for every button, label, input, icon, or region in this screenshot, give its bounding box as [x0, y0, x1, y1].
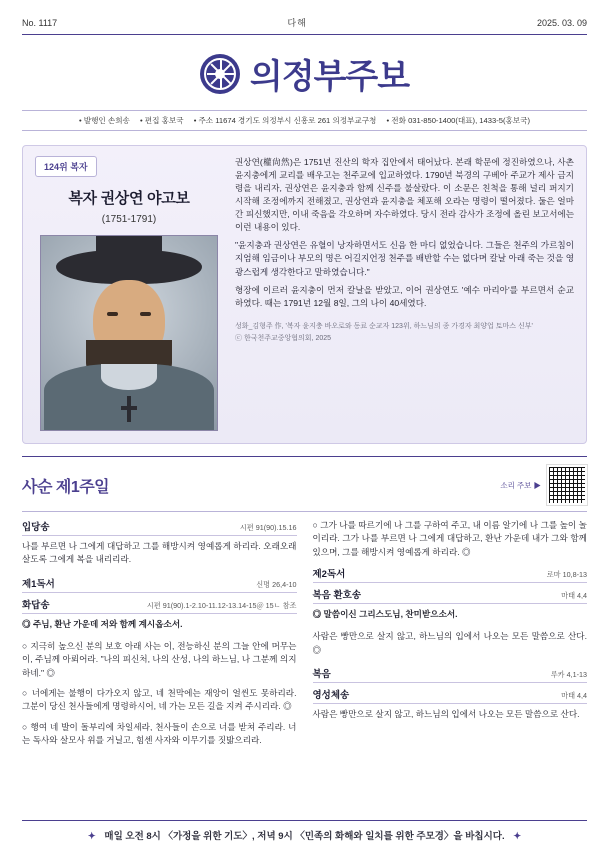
scripture-reference: 시편 91(90).15.16 [239, 523, 297, 532]
page-title: 의정부주보 [249, 57, 410, 97]
section-label: 제1독서 [22, 578, 55, 590]
feature-left-column [35, 156, 223, 431]
feature-source [235, 322, 574, 345]
page-footer [22, 820, 587, 842]
section-label-row [22, 597, 297, 614]
scripture-reference: 마태 4,4 [561, 590, 587, 600]
section-label: 화답송 [22, 599, 50, 611]
section-label-row [313, 587, 588, 604]
phone-info: • 전화 031-850-1400(대표), 1433-5(홍보국) [386, 116, 531, 125]
section-label: 복음 환호송 [312, 589, 362, 601]
martyr-name: 복자 권상연 야고보 [68, 190, 190, 207]
publication-info [22, 110, 587, 131]
copyright-notice: ⓒ 한국천주교중앙협의회, 2025 [235, 335, 332, 343]
section-label: 입당송 [22, 522, 50, 533]
section-label: 복음 [312, 668, 331, 680]
scripture-reference: 신명 26,4-10 [256, 579, 297, 589]
star-icon: ✦ [513, 831, 522, 842]
section-label-row [22, 519, 297, 536]
feature-quote: "윤지충과 권상연은 유혈이 낭자하면서도 신음 한 마디 없었습니다. 그들은 천주의 가르침이 지엄해 임금이나 부모의 명은 어길지언정 천주를 배반할 수는 없다며 칼날 아래 죽는 것을 영광스럽게 생각한다고 말하였습니다." [235, 240, 574, 277]
issue-number: No. 1117 [22, 17, 58, 28]
psalm-verse: ○ 그가 나를 따르기에 나 그를 구하여 주고, 내 이름 알기에 나 그를 높이 놀이리라. 그가 나를 부르면 나 그에게 대답하고, 환난 가운데 내가 그와 함께 있으며, 그를 해방시켜 영예롭게 하리라. ◎ [313, 519, 588, 559]
feature-paragraph: 권상연(權尙然)은 1751년 진산의 학자 집안에서 태어났다. 본래 학문에 정진하였으나, 사촌 윤지충에게 교리를 배우고는 천주교에 입교하였다. 1790년 북경의 구베아 주교가 제사 금지령을 내리자, 권상연은 윤지충과 함께 신주를 불살랐다. 이 소문은 친척을 통해 널리 퍼지기 시작해 조정에까지 전해졌고, 권상연과 윤지충을 체포해 오라는 명령이 떨어졌다. 둘은 얼마간 피신했지만, 이내 죽음을 각오하며 자수하였다. 당시 전라 감사가 조정에 올린 보고서에는 이런 내용이 있다. [235, 157, 574, 233]
audio-bulletin-link[interactable] [500, 465, 587, 505]
scripture-reference: 루카 4,1-13 [550, 669, 587, 679]
scripture-reference: 시편 91(90).1-2.10-11.12-13.14-15＠ 15ㄴ 참조 [146, 600, 297, 610]
qr-code-icon[interactable] [547, 465, 587, 505]
psalm-verse: ○ 너에게는 불행이 다가오지 않고, 네 천막에는 재앙이 얼씬도 못하리라. 그분이 당신 천사들에게 명령하시어, 네 가는 모든 길을 지켜 주시리라. ◎ [22, 687, 297, 714]
page-header [22, 16, 587, 35]
publication-date: 2025. 03. 09 [536, 17, 587, 28]
responsorial-refrain: ◎ 주님, 환난 가운데 저와 함께 계시옵소서. [22, 618, 183, 629]
wheel-cross-logo-icon [200, 54, 240, 94]
section-text: 사람은 빵만으로 살지 않고, 하느님의 입에서 나오는 모든 말씀으로 산다. [312, 708, 580, 719]
section-label: 영성체송 [312, 689, 350, 701]
feature-article [22, 145, 587, 444]
scripture-reference: 마태 4,4 [561, 690, 587, 700]
scripture-reference: 로마 10,8-13 [546, 569, 587, 579]
section-label-row [313, 566, 588, 583]
feature-text [235, 156, 574, 431]
publisher-info: • 발행인 손희송 [78, 116, 130, 125]
masthead [22, 49, 587, 98]
address-info: • 주소 11674 경기도 의정부시 신흥로 261 의정부교구청 [193, 116, 377, 125]
footer-text: 매일 오전 8시 〈가정을 위한 기도〉, 저녁 9시 〈민족의 화해와 일치를 위한 주모경〉을 바칩시다. [104, 831, 505, 842]
section-label-row [313, 687, 588, 704]
section-divider [22, 456, 587, 457]
star-icon: ✦ [87, 831, 96, 842]
psalm-verse: ○ 행여 네 발이 돌부리에 차일세라, 천사들이 손으로 너를 받쳐 주리라. 너는 독사와 살모사 위를 거닐고, 힘센 사자와 이무기를 짓밟으리라. [22, 721, 297, 748]
source-credit: 성화_김형주 作, '복자 윤지충 바오로와 동료 순교자 123위, 하느님의 종 가경자 최양업 토마스 신부' [235, 322, 533, 330]
liturgy-rule [22, 511, 587, 512]
liturgy-left-column [22, 519, 297, 754]
liturgy-title: 사순 제1주일 [22, 478, 110, 496]
section-label-row [22, 576, 297, 593]
liturgical-year: 다해 [287, 18, 307, 28]
qr-label: 소리 주보 ▶ [500, 480, 541, 490]
status-badge: 124위 복자 [35, 156, 97, 177]
feature-paragraph: 형장에 이르러 윤지충이 먼저 칼날을 받았고, 이어 권상연도 '예수 마리아'를 부르면서 순교하였다. 때는 1791년 12월 8일, 그의 나이 40세였다. [235, 284, 574, 308]
gospel-acclamation-verse: 사람은 빵만으로 살지 않고, 하느님의 입에서 나오는 모든 말씀으로 산다. ◎ [312, 631, 587, 655]
liturgy-header [22, 465, 587, 505]
martyr-portrait-illustration [40, 235, 218, 431]
liturgy-columns [22, 519, 587, 754]
section-label: 제2독서 [312, 568, 346, 580]
psalm-verse: ○ 지극히 높으신 분의 보호 아래 사는 이, 전능하신 분의 그늘 안에 머무는 이, 주님께 아뢰어라. "나의 피신처, 나의 산성, 나의 하느님, 나 그분께 의지하네." ◎ [22, 640, 297, 680]
martyr-years: (1751-1791) [101, 214, 157, 225]
section-text: 나를 부르면 나 그에게 대답하고 그를 해방시켜 영예롭게 하리라. 오래오래 살도록 그에게 복을 내리리라. [22, 541, 297, 565]
liturgy-right-column [313, 519, 588, 754]
section-label-row [313, 666, 588, 683]
editor-info: • 편집 홍보국 [140, 116, 184, 125]
gospel-acclamation-refrain: ◎ 말씀이신 그리스도님, 찬미받으소서. [312, 608, 458, 619]
